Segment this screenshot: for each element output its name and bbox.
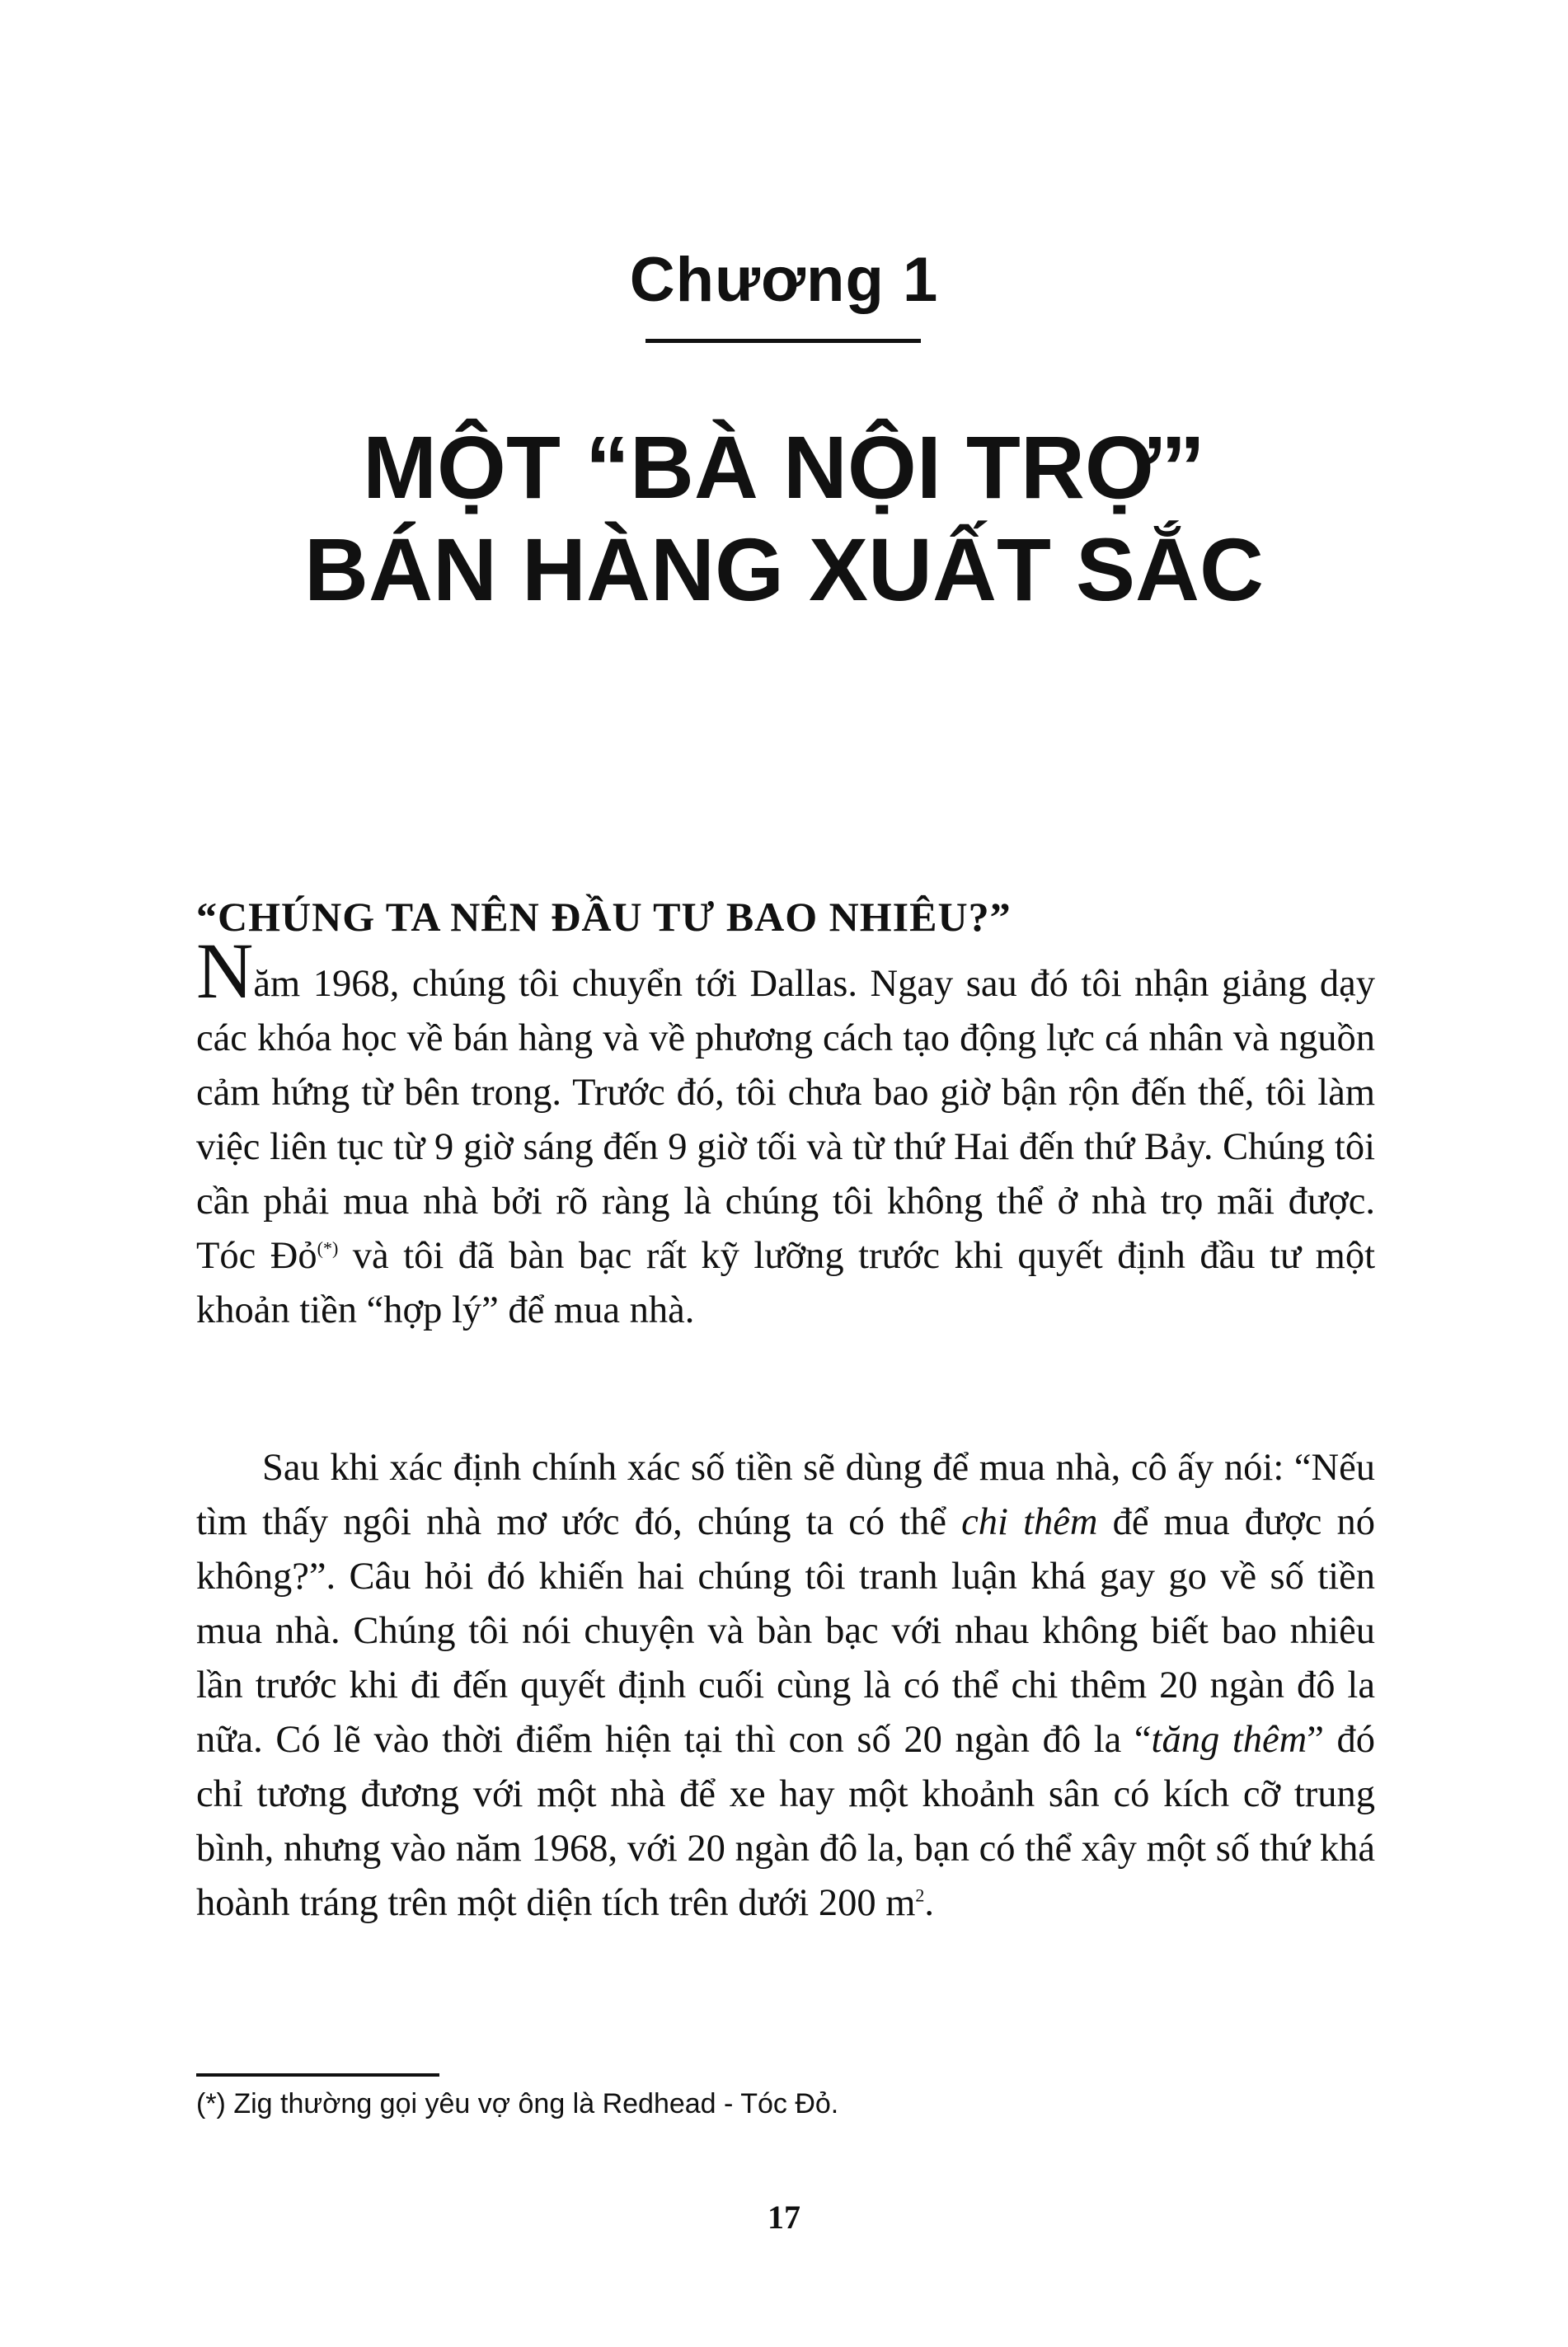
paragraph-2-italic-a: chi thêm — [961, 1501, 1098, 1543]
section-heading: “CHÚNG TA NÊN ĐẦU TƯ BAO NHIÊU?” — [196, 894, 1012, 940]
chapter-title — [0, 416, 1568, 621]
footnote-divider — [196, 2073, 439, 2077]
paragraph-1-text-a: ăm 1968, chúng tôi chuyển tới Dallas. Ngay sau đó tôi nhận giảng dạy các khóa học về bán hàng và về phương cách tạo động lực cá nhân và nguồn cảm hứng từ bên trong. Trước đó, tôi chưa bao giờ bận rộn đến thế, tôi làm việc liên tục từ 9 giờ sáng đến 9 giờ tối và từ thứ Hai đến thứ Bảy. Chúng tôi cần phải mua nhà bởi rõ ràng là chúng tôi không thể ở nhà trọ mãi được. Tóc Đỏ — [196, 963, 1375, 1277]
drop-cap: N — [196, 927, 254, 1015]
chapter-divider — [646, 339, 921, 343]
paragraph-2-text-a: Sau khi xác định chính xác số tiền sẽ dùng để mua nhà, cô ấy nói: “Nếu tìm thấy ngôi nhà mơ ước đó, chúng ta có thể — [196, 1447, 1375, 1543]
chapter-label: Chương 1 — [629, 245, 939, 315]
paragraph-2-italic-b: tăng thêm — [1151, 1719, 1307, 1761]
paragraph-2-text-b: để mua được nó không?”. Câu hỏi đó khiến hai chúng tôi tranh luận khá gay go về số tiền mua nhà. Chúng tôi nói chuyện và bàn bạc với nhau không biết bao nhiêu lần trước khi đi đến quyết định cuối cùng là có thể chi thêm 20 ngàn đô la nữa. Có lẽ vào thời điểm hiện tại thì con số 20 ngàn đô la “ — [196, 1501, 1375, 1761]
paragraph-2-text-d: . — [924, 1882, 935, 1924]
page-number: 17 — [768, 2199, 800, 2236]
paragraph-2 — [196, 1441, 1375, 1931]
chapter-title-line-2: BÁN HÀNG XUẤT SẮC — [303, 519, 1264, 619]
footnote-marker: (*) — [317, 1237, 339, 1259]
paragraph-1 — [196, 927, 1376, 1338]
paragraph-2-text-c: ” đó chỉ tương đương với một nhà để xe hay một khoảnh sân có kích cỡ trung bình, nhưng vào năm 1968, với 20 ngàn đô la, bạn có thể xây một số thứ khá hoành tráng trên một diện tích trên dưới 200 m — [196, 1719, 1376, 1924]
chapter-title-line-1: MỘT “BÀ NỘI TRỢ” — [362, 417, 1206, 517]
footnote: (*) Zig thường gọi yêu vợ ông là Redhead - Tóc Đỏ. — [196, 2088, 839, 2119]
superscript-2: 2 — [915, 1885, 925, 1906]
paragraph-1-text-b: và tôi đã bàn bạc rất kỹ lưỡng trước khi quyết định đầu tư một khoản tiền “hợp lý” để mua nhà. — [196, 1235, 1376, 1331]
